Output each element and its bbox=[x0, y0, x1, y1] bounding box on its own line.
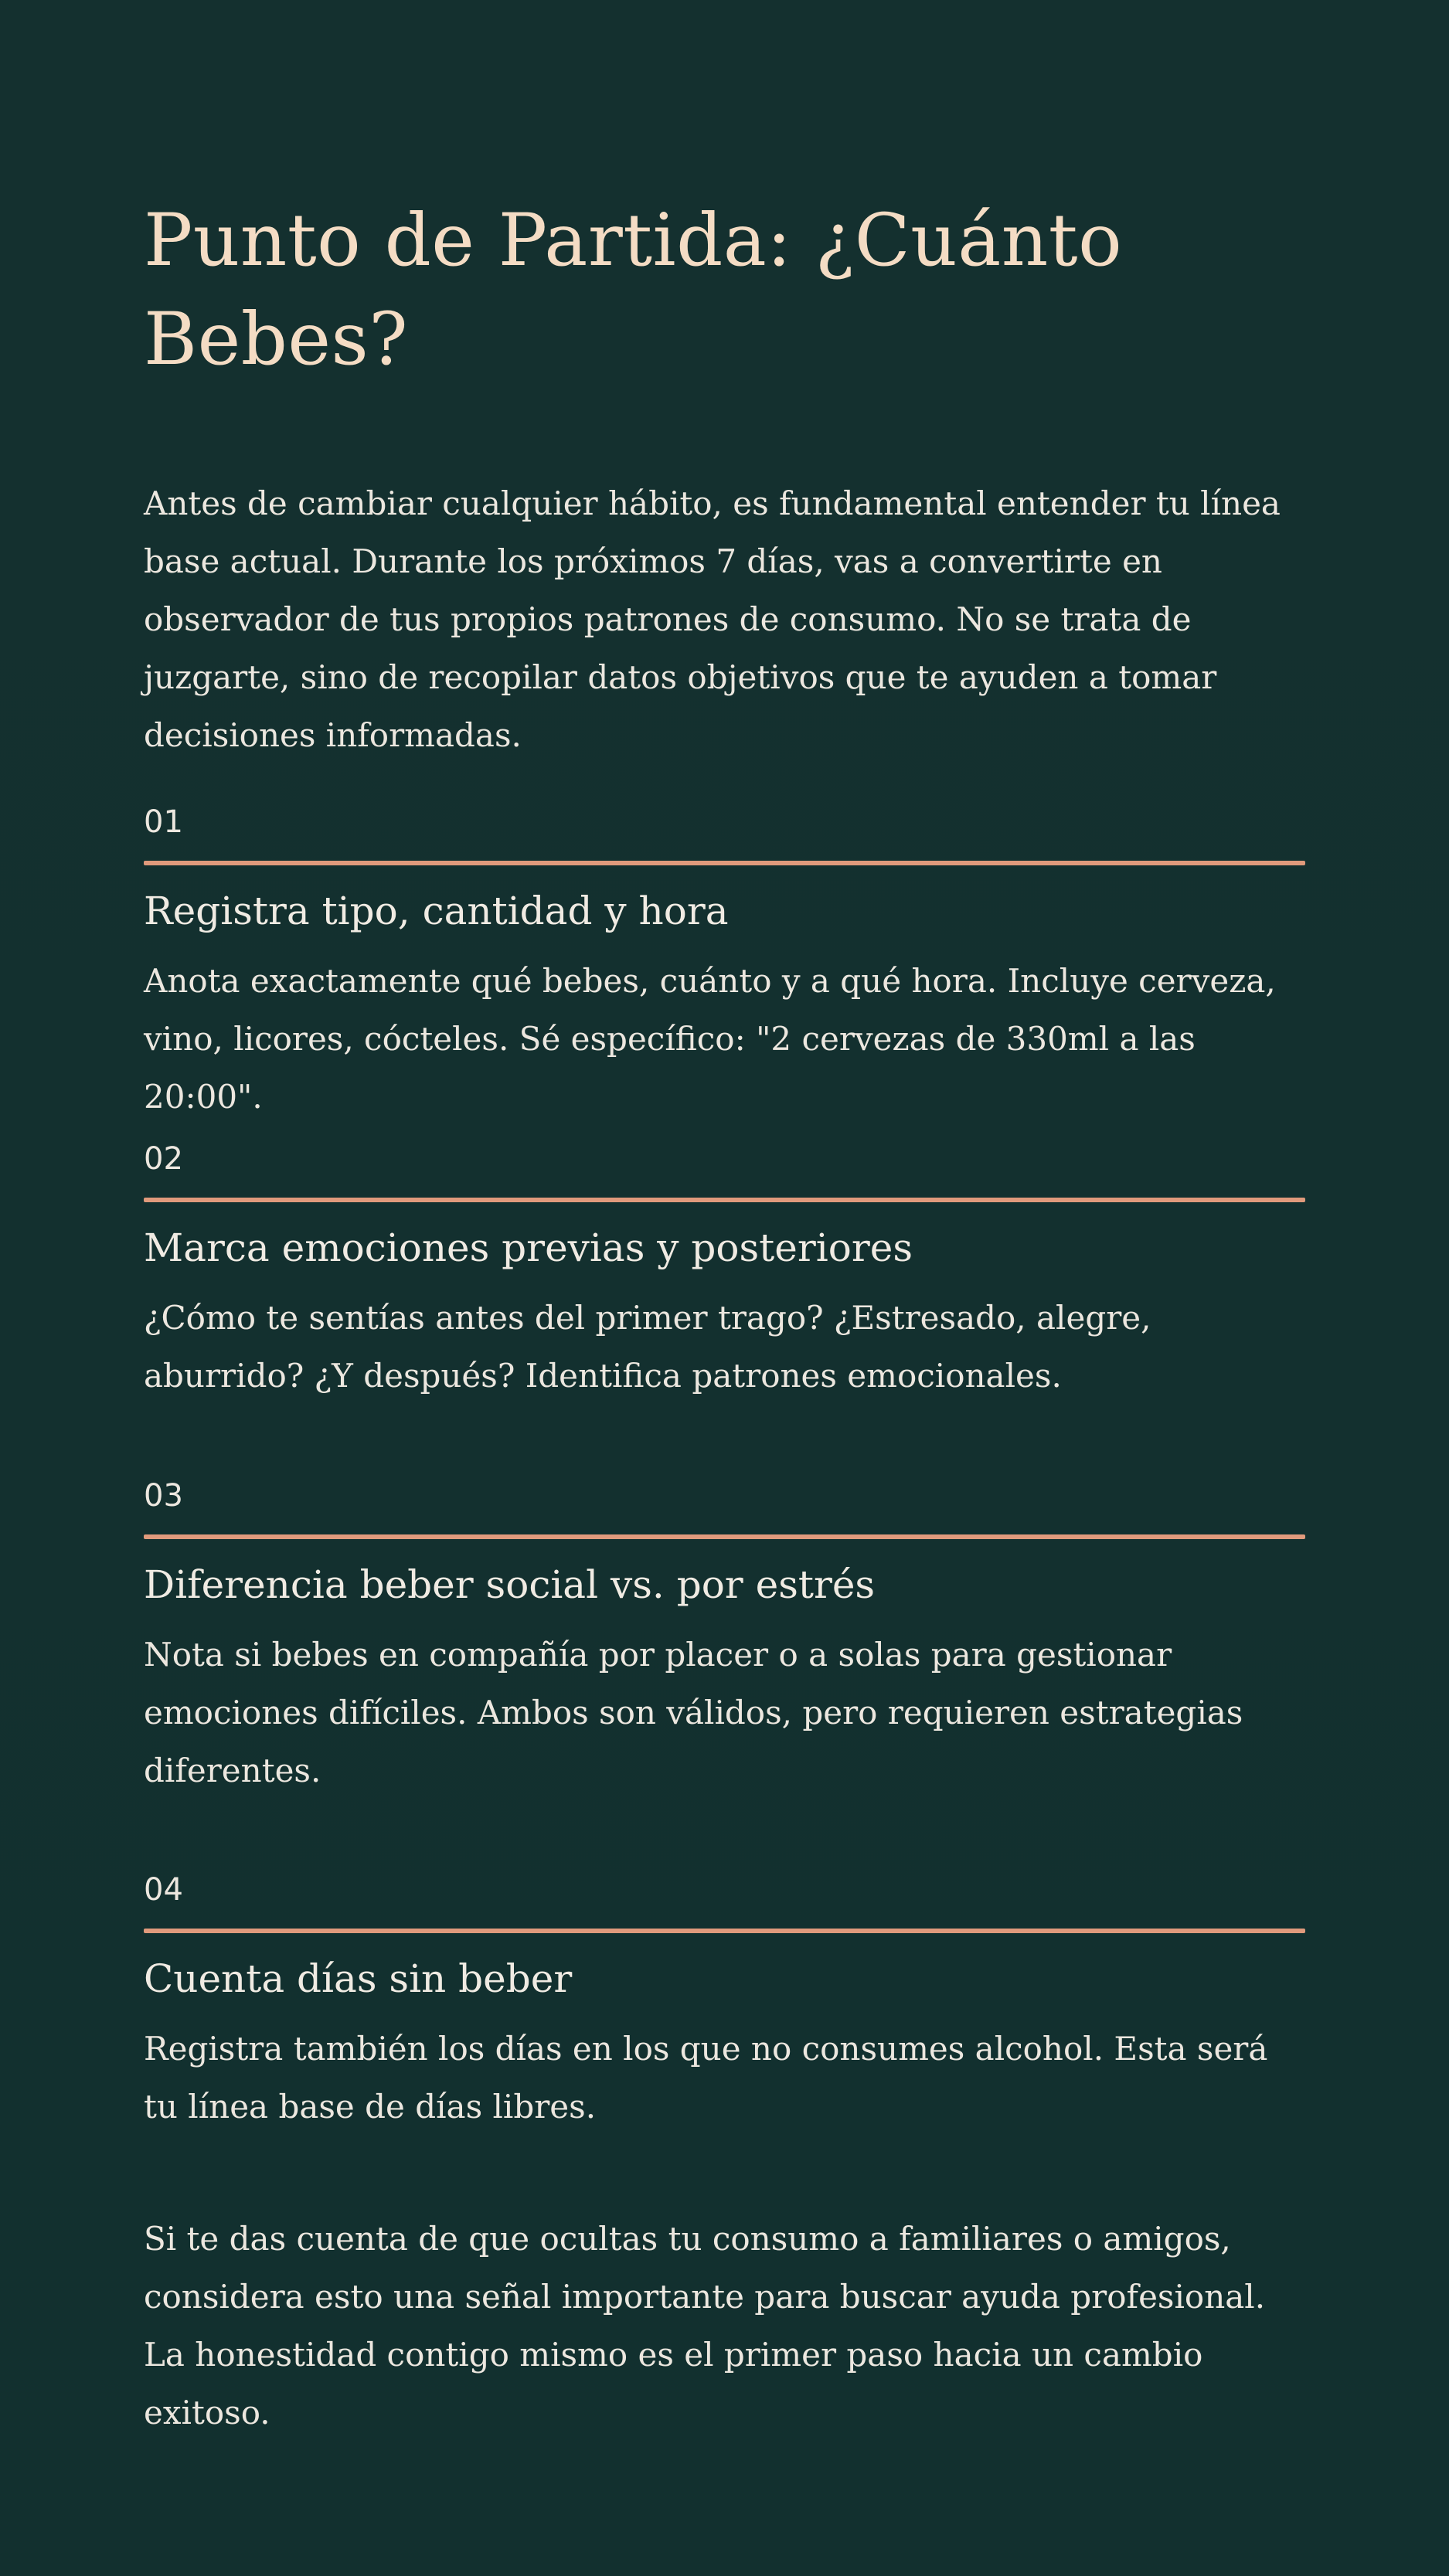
step-heading: Diferencia beber social vs. por estrés bbox=[144, 1562, 876, 1607]
step-heading: Cuenta días sin beber bbox=[144, 1956, 573, 2001]
step-divider bbox=[144, 1929, 1305, 1933]
step-4 bbox=[144, 1871, 1305, 2136]
step-divider bbox=[144, 861, 1305, 865]
step-number: 03 bbox=[144, 1478, 183, 1514]
page-title: Punto de Partida: ¿Cuánto Bebes? bbox=[144, 199, 1123, 382]
step-heading: Registra tipo, cantidad y hora bbox=[144, 889, 729, 933]
step-1 bbox=[144, 804, 1305, 1126]
step-description: ¿Cómo te sentías antes del primer trago? ¿Estresado, alegre, aburrido? ¿Y después? Identifica patrones emocionales. bbox=[144, 1299, 1151, 1395]
step-heading: Marca emociones previas y posteriores bbox=[144, 1225, 913, 1270]
step-number: 02 bbox=[144, 1141, 183, 1177]
step-description: Registra también los días en los que no consumes alcohol. Esta será tu línea base de días libres. bbox=[144, 2030, 1268, 2126]
step-number: 04 bbox=[144, 1872, 183, 1908]
intro-paragraph: Antes de cambiar cualquier hábito, es fundamental entender tu línea base actual. Durante los próximos 7 días, vas a convertirte en observador de tus propios patrones de consumo. No se trata de juzgarte, sino de recopilar datos objetivos que te ayuden a tomar decisiones informadas. bbox=[144, 484, 1281, 754]
step-description: Anota exactamente qué bebes, cuánto y a qué hora. Incluye cerveza, vino, licores, cócteles. Sé específico: "2 cervezas de 330ml a las 20:00". bbox=[144, 962, 1276, 1116]
step-2 bbox=[144, 1140, 1305, 1405]
closing-paragraph: Si te das cuenta de que ocultas tu consumo a familiares o amigos, considera esto una señal importante para buscar ayuda profesional. La honestidad contigo mismo es el primer paso hacia un cambio exitoso. bbox=[144, 2220, 1266, 2432]
step-divider bbox=[144, 1198, 1305, 1202]
step-3 bbox=[144, 1477, 1305, 1799]
step-description: Nota si bebes en compañía por placer o a solas para gestionar emociones difíciles. Ambos son válidos, pero requieren estrategias diferentes. bbox=[144, 1636, 1243, 1789]
step-number: 01 bbox=[144, 804, 183, 840]
step-divider bbox=[144, 1534, 1305, 1539]
